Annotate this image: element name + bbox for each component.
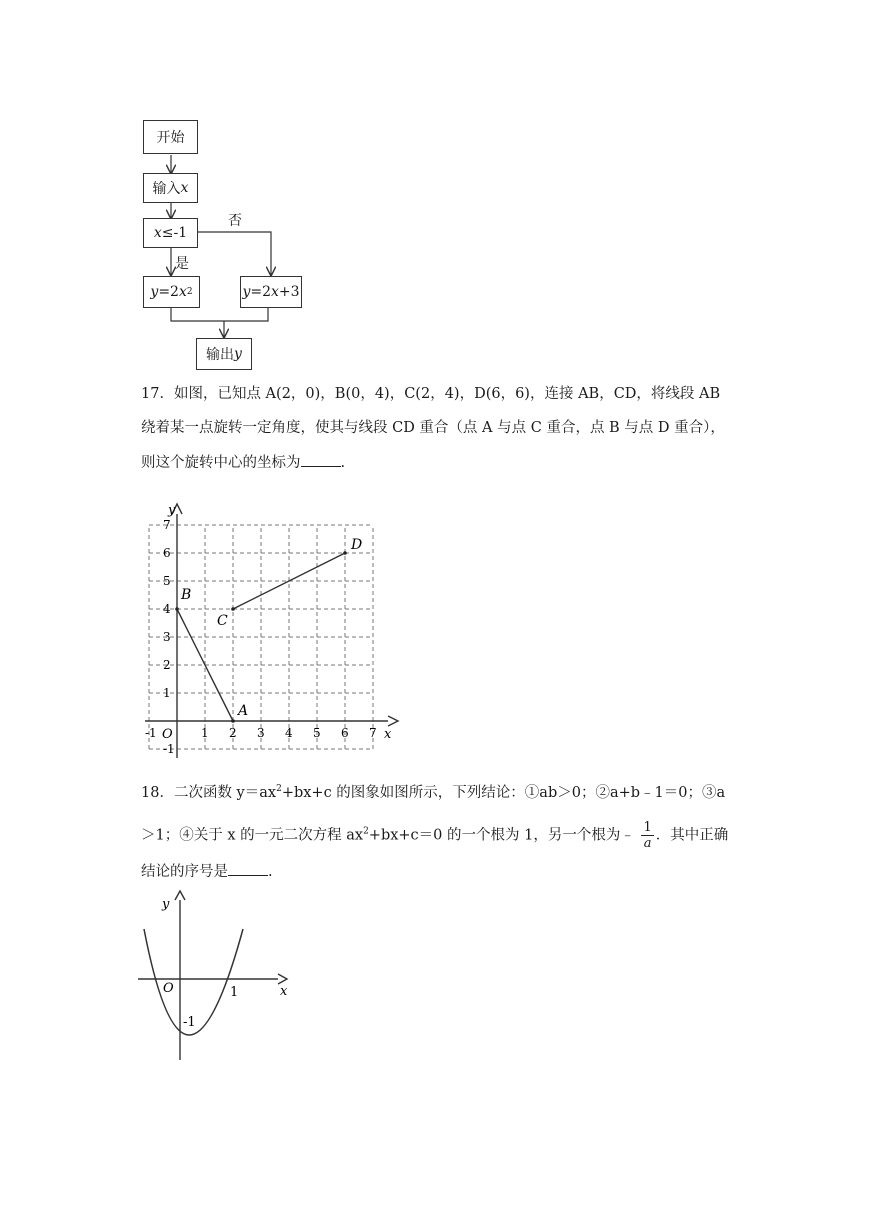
merge-line <box>171 308 268 321</box>
q18-line-2-b: +bx+c＝0 的一个根为 1，另一个根为﹣ <box>368 827 635 844</box>
q18-line-2-sup: 2 <box>363 826 369 837</box>
q18-x-tick-1: 1 <box>230 985 239 1000</box>
flow-condition-rest: ≤-1 <box>161 225 188 241</box>
q17-line-3-end: . <box>340 455 346 471</box>
q17-x-arrow <box>388 716 398 726</box>
q18-line-2-a: ＞1；④关于 x 的一元二次方程 ax <box>141 827 364 844</box>
q18-line-2-c: ．其中正确 <box>655 827 729 844</box>
q18-fraction-denominator: a <box>643 836 652 851</box>
q17-grid <box>149 525 373 749</box>
q18-line-1-a: 18．二次函数 y＝ax <box>141 784 277 801</box>
q18-y-label: y <box>162 897 170 912</box>
q17-line-2: 绕着某一点旋转一定角度，使其与线段 CD 重合（点 A 与点 C 重合，点 B 与点 D 重合）， <box>141 420 725 436</box>
q17-x-tick-label: 3 <box>257 726 265 740</box>
flow-condition-box <box>143 218 198 248</box>
q17-points <box>175 537 362 723</box>
q17-y-tick-label: 5 <box>163 574 171 588</box>
flow-right-box <box>240 276 302 308</box>
flow-right-x: x <box>271 284 279 300</box>
flow-left-exp: 2 <box>186 287 193 297</box>
flow-start-box <box>143 120 198 154</box>
q17-y-tick-label: 7 <box>163 518 171 532</box>
q17-y-tick-label: 4 <box>163 602 171 616</box>
flowchart-connectors <box>0 0 420 380</box>
flow-left-x: x <box>178 284 187 300</box>
q17-y-tick-label: -1 <box>163 742 175 756</box>
flow-right-var: y <box>242 284 251 300</box>
q17-point-b <box>175 607 179 611</box>
q18-parabola-graph <box>130 888 300 1063</box>
q18-origin-label: O <box>163 981 174 996</box>
flow-output-box <box>196 338 252 370</box>
q18-line-1-sup: 2 <box>276 784 282 794</box>
flow-output-prefix: 输出 <box>206 347 235 363</box>
flow-no-label: 否 <box>228 213 242 229</box>
q17-point-c <box>231 607 235 611</box>
q18-fraction <box>641 820 653 851</box>
q17-point-d <box>343 551 347 555</box>
q17-line-1: 17．如图，已知点 A(2，0)，B(0，4)，C(2，4)，D(6，6)，连接 AB，CD，将线段 AB <box>141 386 721 402</box>
flow-yes-label: 是 <box>175 256 189 272</box>
q17-x-tick-label: 5 <box>313 726 321 740</box>
q17-x-tick-label: 6 <box>341 726 349 740</box>
q17-origin-label: O <box>162 727 173 742</box>
q17-x-tick-label: 7 <box>369 726 377 740</box>
q18-answer-blank <box>228 861 268 876</box>
q18-y-arrow <box>175 891 185 900</box>
q17-point-label-b: B <box>181 587 192 603</box>
q17-answer-blank <box>301 452 341 467</box>
flow-left-var: y <box>150 284 159 300</box>
q18-x-arrow <box>278 974 287 984</box>
q18-line-3 <box>141 861 273 882</box>
q18-y-tick-minus1: -1 <box>183 1015 196 1030</box>
q17-y-label: y <box>168 503 176 518</box>
flow-input-box <box>143 173 198 203</box>
q17-x-tick-label: 2 <box>229 726 237 740</box>
q17-y-tick-label: 3 <box>163 630 171 644</box>
q18-fraction-numerator: 1 <box>643 820 652 835</box>
flow-start-text: 开始 <box>156 130 185 146</box>
q17-x-label: x <box>384 727 392 742</box>
flow-input-var: x <box>180 180 189 196</box>
q17-point-label-d: D <box>351 537 363 553</box>
q17-y-tick-label: 1 <box>163 686 171 700</box>
flow-left-box <box>143 276 200 308</box>
q17-point-label-c: C <box>217 613 228 629</box>
arrow-condition-no <box>198 232 271 275</box>
q17-point-a <box>231 719 235 723</box>
q17-x-tick-label: 1 <box>201 726 209 740</box>
q18-line-1-b: +bx+c 的图象如图所示，下列结论：①ab＞0；②a+b﹣1＝0；③a <box>281 784 726 801</box>
q18-x-label: x <box>280 984 288 999</box>
flow-output-var: y <box>234 346 242 362</box>
flow-right-rest: +3 <box>278 284 300 300</box>
flow-right-eq: =2 <box>250 284 271 300</box>
flow-left-eq: =2 <box>158 284 179 300</box>
flow-input-prefix: 输入 <box>152 181 181 197</box>
q18-line-2 <box>141 820 728 851</box>
q17-coordinate-graph <box>130 500 400 765</box>
q17-line-3 <box>141 452 345 473</box>
q18-line-3-end: . <box>268 864 273 880</box>
q17-y-tick-label: 2 <box>163 658 171 672</box>
flow-condition-var: x <box>153 225 162 241</box>
q17-point-label-a: A <box>238 703 249 719</box>
q17-line-3-text: 则这个旋转中心的坐标为 <box>141 455 301 471</box>
q17-y-tick-label: 6 <box>163 546 171 560</box>
q18-line-3-text: 结论的序号是 <box>141 864 228 880</box>
q17-x-tick-label: -1 <box>145 726 157 740</box>
q18-line-1 <box>141 779 725 803</box>
q17-x-tick-label: 4 <box>285 726 293 740</box>
